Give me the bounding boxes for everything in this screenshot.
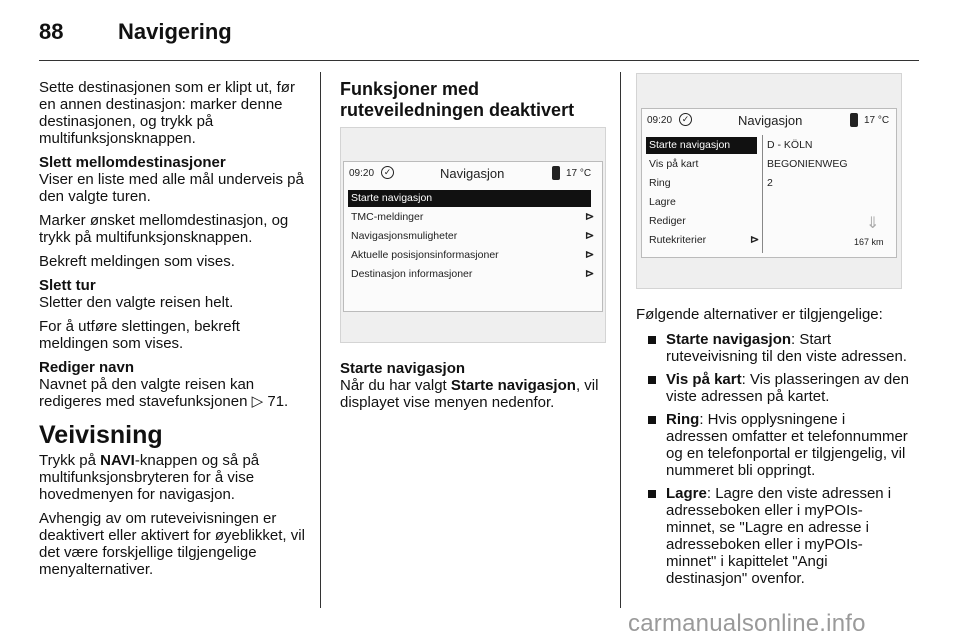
paragraph: Sette destinasjonen som er klipt ut, før en annen destinasjon: marker denne destinasjonen, og trykk på multifunksjonsknappen.: [39, 79, 295, 147]
distance: 167 km: [854, 237, 884, 247]
bullet-square-icon: [648, 376, 656, 384]
menu-item[interactable]: Lagre: [649, 196, 676, 208]
paragraph: [340, 377, 612, 411]
paragraph: Avhengig av om ruteveivisningen er deaktivert eller aktivert for øyeblikket, vil det være forskjellige tilgjengelige menyalternativer.: [39, 510, 305, 578]
column-2-lower: [340, 360, 612, 418]
list-item: [636, 411, 911, 479]
chevron-right-icon: ⊳: [585, 211, 595, 223]
clock-time: 09:20: [647, 115, 673, 126]
nav-screen-menu: [343, 161, 603, 312]
menu-item[interactable]: Rutekriterier: [649, 234, 707, 246]
temperature: 17 °C: [864, 115, 890, 126]
bullet-square-icon: [648, 416, 656, 424]
text: , vil displayet vise menyen nedenfor.: [340, 377, 599, 411]
paragraph-text: Navnet på den valgte reisen kan redigeres med stavefunksjonen: [39, 376, 255, 410]
bullet-square-icon: [648, 490, 656, 498]
destination-house-number: 2: [767, 177, 773, 189]
option-term: Ring: [666, 411, 700, 428]
paragraph: Følgende alternativer er tilgjengelige:: [636, 306, 883, 323]
menu-item[interactable]: Vis på kart: [649, 158, 699, 170]
paragraph: [39, 376, 311, 410]
navi-key-label: NAVI: [100, 452, 135, 469]
paragraph: Viser en liste med alle mål underveis på den valgte turen.: [39, 171, 304, 205]
paragraph: For å utføre slettingen, bekreft meldingen som vises.: [39, 318, 240, 352]
bold-term: Starte navigasjon: [450, 377, 576, 394]
menu-item[interactable]: Ring: [649, 177, 671, 189]
destination-country-city: D - KÖLN: [767, 139, 813, 151]
screen-title: Navigasjon: [738, 113, 803, 128]
clock-icon: ✓: [381, 166, 394, 179]
arrow-ref-icon: ▷: [251, 393, 264, 410]
screen-divider: [762, 135, 763, 253]
list-item: [636, 371, 911, 405]
list-item: [636, 331, 911, 365]
paragraph: Marker ønsket mellomdestinasjon, og trykk på multifunksjonsknappen.: [39, 212, 289, 246]
header-rule: [39, 60, 919, 61]
option-text: : Vis plasseringen av den viste adressen på kartet.: [666, 371, 909, 405]
menu-item[interactable]: Rediger: [649, 215, 686, 227]
chevron-right-icon: ⊳: [585, 268, 595, 280]
column-3: [636, 306, 911, 593]
text: -knappen og så på multifunksjonsbryteren for å vise hovedmenyen for navigasjon.: [39, 452, 260, 503]
chevron-right-icon: ⊳: [750, 234, 760, 246]
nav-screen-destination: [641, 108, 897, 258]
column-divider-1: [320, 72, 321, 608]
text: Trykk på: [39, 452, 101, 469]
clock-icon: ✓: [679, 113, 692, 126]
section-heading: Funksjoner med ruteveiledningen deaktivert: [340, 79, 575, 120]
chevron-right-icon: ⊳: [585, 249, 595, 261]
menu-item[interactable]: Destinasjon informasjoner: [351, 268, 473, 280]
screen-status-bar: [344, 162, 602, 186]
option-term: Lagre: [666, 485, 707, 502]
options-list: [636, 331, 911, 587]
paragraph: Bekreft meldingen som vises.: [39, 253, 235, 270]
destination-street: BEGONIENWEG: [767, 158, 848, 170]
thermometer-icon: [850, 113, 858, 127]
paragraph: Sletter den valgte reisen helt.: [39, 294, 234, 311]
watermark: carmanualsonline.info: [628, 610, 866, 637]
option-text: : Start ruteveivisning til den viste adressen.: [666, 331, 907, 365]
page-reference[interactable]: 71.: [267, 393, 289, 410]
heading-rediger-navn: Rediger navn: [39, 359, 135, 376]
screen-status-bar: [642, 109, 896, 133]
option-term: Vis på kart: [666, 371, 742, 388]
menu-item-starte-navigasjon[interactable]: Starte navigasjon: [348, 190, 591, 207]
screen-title: Navigasjon: [440, 166, 505, 181]
section-title-veivisning: Veivisning: [39, 421, 163, 449]
text: Når du har valgt: [340, 377, 451, 394]
page-number: 88: [39, 19, 64, 44]
option-term: Starte navigasjon: [666, 331, 792, 348]
distance-arrow-icon: ⇓: [866, 215, 880, 232]
bullet-square-icon: [648, 336, 656, 344]
option-text: : Hvis opplysningene i adressen omfatter et telefonnummer og en telefonportal er tilgjengelig, vil nummeret bli oppringt.: [666, 411, 908, 479]
chevron-right-icon: ⊳: [585, 230, 595, 242]
heading-slett-mellomdestinasjoner: Slett mellomdestinasjoner: [39, 154, 226, 171]
column-1: [39, 79, 311, 585]
clock-time: 09:20: [349, 168, 375, 179]
heading-starte-navigasjon: Starte navigasjon: [340, 360, 466, 377]
column-divider-2: [620, 72, 621, 608]
list-item: [636, 485, 911, 587]
menu-item[interactable]: TMC-meldinger: [351, 211, 424, 223]
menu-item[interactable]: Aktuelle posisjonsinformasjoner: [351, 249, 499, 261]
option-text: : Lagre den viste adressen i adresseboken eller i myPOIs-minnet, se "Lagre en adresse i adresseboken eller i myPOIs-minnet" i kapittelet "Angi destinasjon" ovenfor.: [666, 485, 892, 587]
thermometer-icon: [552, 166, 560, 180]
temperature: 17 °C: [566, 168, 592, 179]
menu-item[interactable]: Navigasjonsmuligheter: [351, 230, 458, 242]
paragraph: [39, 452, 311, 503]
heading-slett-tur: Slett tur: [39, 277, 96, 294]
column-2: [340, 79, 610, 121]
chapter-title: Navigering: [118, 19, 232, 44]
menu-item-starte-navigasjon[interactable]: Starte navigasjon: [646, 137, 757, 154]
